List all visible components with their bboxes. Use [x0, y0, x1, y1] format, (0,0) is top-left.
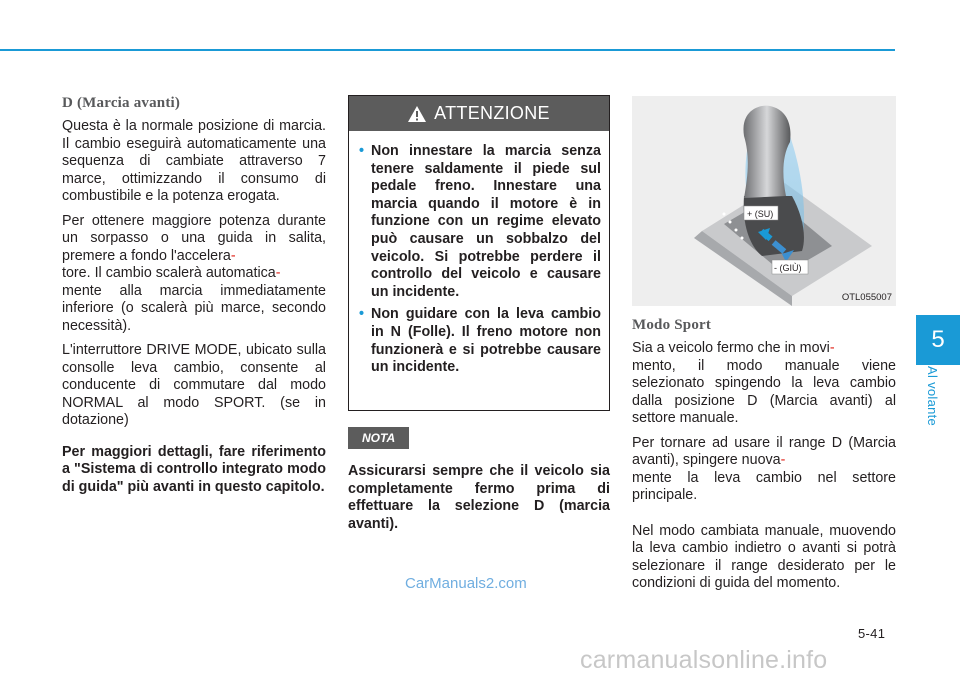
top-rule	[0, 49, 895, 51]
sport-text-b: mento, il modo manuale viene selezionato spingendo la leva cambio dalla posizione D (Marcia avanti) al settore manuale.	[632, 357, 896, 426]
return-text-a: Per tornare ad usare il range D (Marcia avanti), spingere nuova	[632, 434, 896, 468]
left-column	[62, 95, 326, 503]
warning-list	[349, 131, 609, 377]
kickdown-text-c: mente alla marcia immediatamente inferiore (o scalerà più marce, secondo necessità).	[62, 282, 326, 334]
warning-box	[348, 95, 610, 411]
sport-text-a: Sia a veicolo fermo che in movi	[632, 340, 830, 356]
paragraph-drive-position: Questa è la normale posizione di marcia. Il cambio eseguirà automaticamente una sequenza di cambiate attraverso 7 marce, ottimizzando il consumo di combustibile e la potenza erogata.	[62, 118, 326, 204]
warning-title: ATTENZIONE	[434, 103, 550, 123]
paragraph-manual-mode: Nel modo cambiata manuale, muovendo la leva cambio indietro o avanti si potrà selezionare il range desiderato per le condizioni di guida del momento.	[632, 522, 896, 591]
warning-item	[359, 143, 601, 301]
warning-item	[359, 306, 601, 376]
watermark-link[interactable]: CarManuals2.com	[405, 575, 527, 592]
chapter-title: Al volante	[925, 366, 940, 427]
gear-lever-illustration	[632, 96, 896, 306]
hyphen-mark: -	[829, 340, 835, 356]
kickdown-text-b: tore. Il cambio scalerà automatica	[62, 265, 276, 281]
paragraph-sport-select	[632, 340, 896, 428]
gear-lever-figure	[632, 96, 896, 306]
warning-item-text: Non innestare la marcia senza tenere saldamente il piede sul pedale freno. Innestare una marcia quando il motore è in funzione con un regime elevato può causare un sobbalzo del veicolo. Si potrebbe perdere il controllo del veicolo e causare un incidente.	[371, 143, 601, 300]
page-number: 5-41	[858, 626, 886, 641]
warning-header	[349, 96, 609, 131]
kickdown-text-a: Per ottenere maggiore potenza durante un sorpasso o una guida in salita, premere a fondo l'accelera	[62, 212, 326, 264]
paragraph-drive-mode: L'interruttore DRIVE MODE, ubicato sulla consolle leva cambio, consente al conducente di commutare dal modo NORMAL al modo SPORT. (se in dotazione)	[62, 342, 326, 428]
note-text: Assicurarsi sempre che il veicolo sia completamente fermo prima di effettuare la selezione D (marcia avanti).	[348, 463, 610, 532]
warning-triangle-icon	[408, 106, 426, 122]
hyphen-mark: -	[275, 265, 281, 281]
up-label: + (SU)	[747, 209, 774, 219]
middle-column	[348, 95, 610, 533]
paragraph-sport-return	[632, 435, 896, 505]
figure-code: OTL055007	[841, 292, 892, 303]
hyphen-mark: -	[780, 452, 786, 468]
bullet-icon: •	[359, 306, 365, 323]
down-label: - (GIÙ)	[774, 263, 802, 273]
return-text-b: mente la leva cambio nel settore principale.	[632, 469, 896, 503]
bullet-icon: •	[359, 143, 365, 159]
chapter-tab: 5	[916, 315, 960, 365]
note-label: NOTA	[348, 427, 409, 449]
right-column	[632, 96, 896, 600]
footer-watermark: carmanualsonline.info	[580, 646, 828, 674]
section-heading-d: D (Marcia avanti)	[62, 95, 181, 111]
hyphen-mark: -	[230, 247, 236, 264]
paragraph-kickdown	[62, 213, 326, 336]
section-heading-sport: Modo Sport	[632, 317, 712, 333]
warning-item-text: Non guidare con la leva cambio in N (Folle). Il freno motore non funzionerà e si potrebbe causare un incidente.	[371, 306, 601, 376]
paragraph-reference: Per maggiori dettagli, fare riferimento a "Sistema di controllo integrato modo di guida" più avanti in questo capitolo.	[62, 443, 326, 495]
